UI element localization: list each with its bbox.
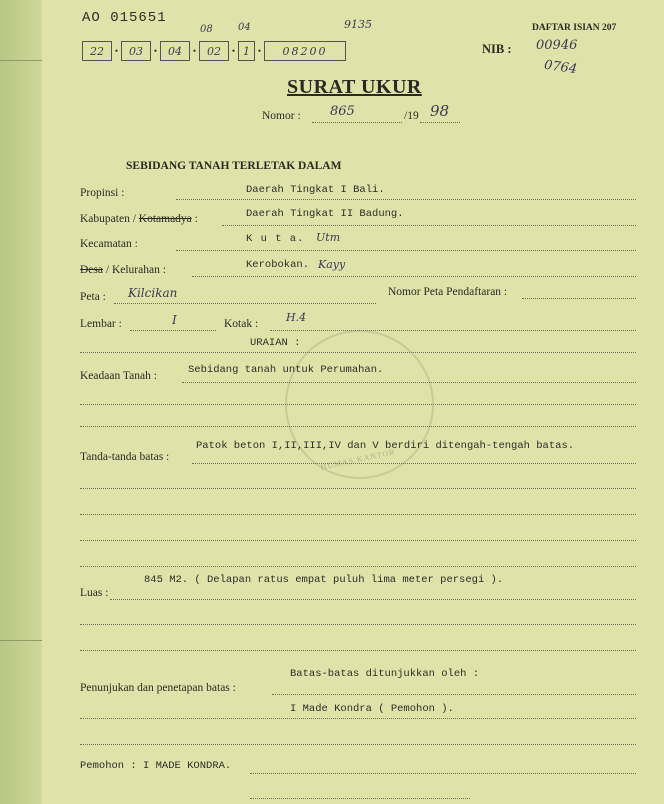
pemohon-text: Pemohon : I MADE KONDRA.	[80, 760, 232, 772]
dotted-line	[80, 514, 636, 515]
edge-line	[0, 60, 42, 61]
kotak-label: Kotak :	[224, 318, 259, 330]
dotted-line	[80, 718, 636, 719]
kabupaten-value: Daerah Tingkat II Badung.	[246, 208, 404, 220]
dotted-line	[176, 250, 636, 251]
kotak-value: H.4	[286, 311, 307, 324]
keadaan-label: Keadaan Tanah :	[80, 370, 157, 382]
uraian-label: URAIAN :	[250, 337, 301, 349]
form-code: DAFTAR ISIAN 207	[532, 23, 617, 33]
nomor-label: Nomor :	[262, 110, 301, 122]
kabupaten-label	[80, 213, 198, 225]
luas-label: Luas :	[80, 587, 109, 599]
penunjukan-value-1: Batas-batas ditunjukkan oleh :	[290, 668, 480, 680]
dotted-line	[270, 330, 636, 331]
kelurahan-label-b: / Kelurahan :	[103, 264, 166, 276]
dotted-line	[80, 488, 636, 489]
lembar-label: Lembar :	[80, 318, 122, 330]
number-box: 1	[238, 41, 255, 61]
dotted-line	[522, 298, 636, 299]
dotted-line	[176, 199, 636, 200]
page-title: SURAT UKUR	[287, 76, 422, 98]
lembar-value: I	[172, 313, 177, 327]
dotted-line	[80, 426, 636, 427]
tanda-value: Patok beton I,II,III,IV dan V berdiri ditengah-tengah batas.	[196, 440, 575, 452]
nomor-value: 865	[330, 104, 355, 119]
box-separator: •	[114, 46, 119, 56]
dotted-line	[80, 650, 636, 651]
dotted-line	[312, 122, 402, 123]
propinsi-label: Propinsi :	[80, 187, 125, 199]
desa-struck: Desa	[80, 264, 103, 276]
stamp-text: HUMAS KANTOR	[319, 447, 397, 472]
dotted-line	[130, 330, 216, 331]
dotted-line	[80, 404, 636, 405]
dotted-line	[222, 225, 636, 226]
dotted-line	[250, 773, 636, 774]
kecamatan-label: Kecamatan :	[80, 238, 138, 250]
nib-value: 00946	[536, 38, 578, 53]
number-box: 08200	[264, 41, 346, 61]
dotted-line	[80, 566, 636, 567]
peta-label: Peta :	[80, 291, 106, 303]
box-separator: •	[257, 46, 262, 56]
dotted-line	[182, 382, 636, 383]
dotted-line	[250, 798, 470, 799]
nib-value-2: 0764	[543, 57, 578, 78]
kecamatan-value: K u t a.	[246, 233, 305, 245]
kabupaten-label-a: Kabupaten /	[80, 213, 139, 225]
dotted-line	[110, 599, 636, 600]
penunjukan-value-2: I Made Kondra ( Pemohon ).	[290, 703, 454, 715]
box-separator: •	[231, 46, 236, 56]
dotted-line	[192, 276, 636, 277]
number-box: 22	[82, 41, 112, 61]
nib-label: NIB :	[482, 42, 512, 56]
box-separator: •	[153, 46, 158, 56]
number-boxes	[82, 41, 346, 61]
dotted-line	[80, 744, 636, 745]
year-prefix: /19	[404, 110, 419, 122]
box-note-1: 08	[200, 24, 213, 35]
kabupaten-label-c: :	[191, 213, 198, 225]
kotamadya-struck: Kotamadya	[138, 213, 192, 225]
year-value: 98	[430, 102, 450, 120]
dotted-line	[80, 624, 636, 625]
edge-line	[0, 640, 42, 641]
number-box: 04	[160, 41, 190, 61]
kelurahan-handwritten: Kayy	[318, 258, 346, 271]
dotted-line	[80, 540, 636, 541]
dotted-line	[114, 303, 376, 304]
penunjukan-label: Penunjukan dan penetapan batas :	[80, 682, 236, 694]
kecamatan-handwritten: Utm	[316, 231, 341, 244]
document-id: AO 015651	[82, 10, 167, 26]
box-note-2: 04	[238, 22, 251, 33]
page-edge-strip	[0, 0, 42, 804]
number-box: 02	[199, 41, 229, 61]
box-note-3: 9135	[344, 18, 372, 31]
box-separator: •	[192, 46, 197, 56]
keadaan-value: Sebidang tanah untuk Perumahan.	[188, 364, 384, 376]
dotted-line	[192, 463, 636, 464]
nomor-peta-label: Nomor Peta Pendaftaran :	[388, 286, 508, 298]
luas-value: 845 M2. ( Delapan ratus empat puluh lima meter persegi ).	[144, 574, 504, 586]
kelurahan-label	[80, 264, 166, 276]
section-heading: SEBIDANG TANAH TERLETAK DALAM	[126, 160, 342, 172]
propinsi-value: Daerah Tingkat I Bali.	[246, 184, 385, 196]
dotted-line	[420, 122, 460, 123]
dotted-line	[272, 694, 636, 695]
peta-value: Kilcikan	[128, 286, 178, 300]
tanda-label: Tanda-tanda batas :	[80, 451, 170, 463]
number-box: 03	[121, 41, 151, 61]
kelurahan-value: Kerobokan.	[246, 259, 310, 271]
